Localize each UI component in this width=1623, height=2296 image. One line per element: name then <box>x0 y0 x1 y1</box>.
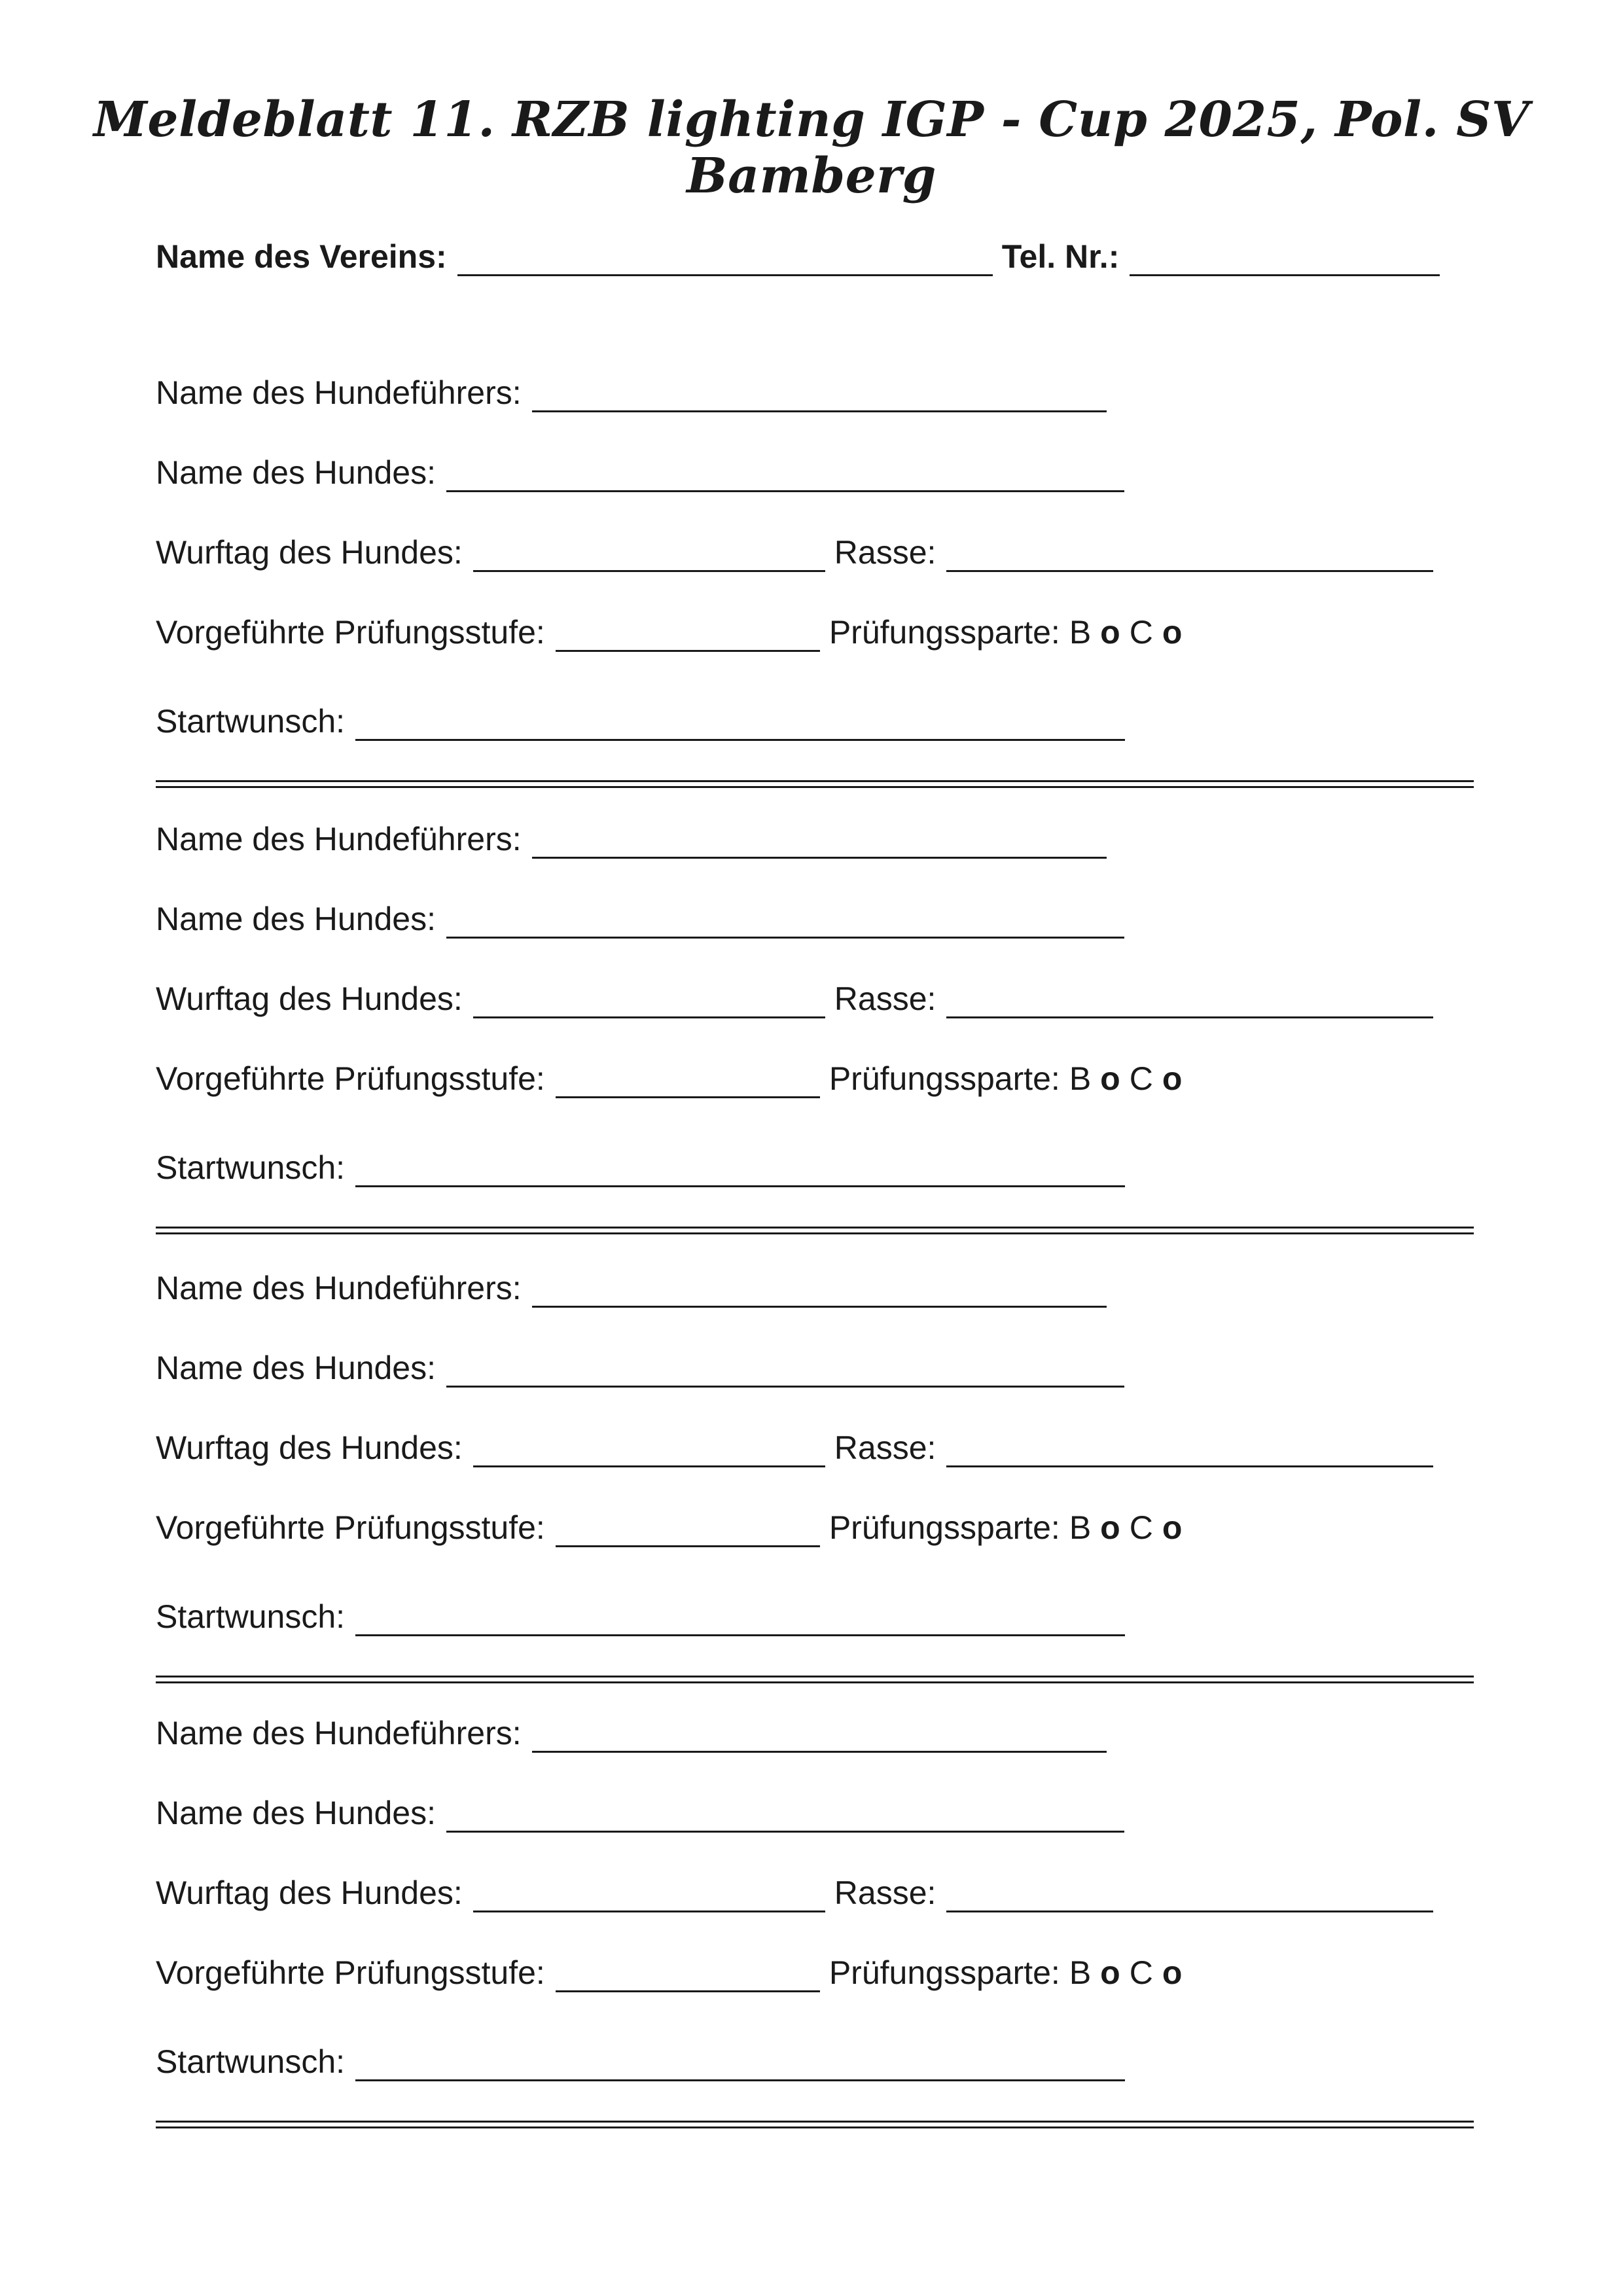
handler-name-label: Name des Hundeführers: <box>156 821 522 857</box>
dog-name-field[interactable] <box>446 1798 1124 1833</box>
birthdate-breed-row <box>156 973 1433 1018</box>
option-b-label: B <box>1069 614 1092 651</box>
exam-division-label: Prüfungssparte: <box>829 1060 1060 1097</box>
dog-row <box>156 1342 1124 1388</box>
dog-row <box>156 446 1124 492</box>
birthdate-breed-row <box>156 1422 1433 1467</box>
start-wish-field[interactable] <box>355 706 1125 741</box>
handler-name-label: Name des Hundeführers: <box>156 374 522 411</box>
breed-field[interactable] <box>946 984 1433 1018</box>
birthdate-field[interactable] <box>473 1878 825 1912</box>
breed-field[interactable] <box>946 1878 1433 1912</box>
exam-level-field[interactable] <box>556 1064 820 1098</box>
exam-division-label: Prüfungssparte: <box>829 614 1060 651</box>
handler-name-field[interactable] <box>532 1273 1107 1308</box>
exam-level-field[interactable] <box>556 1958 820 1992</box>
start-wish-field[interactable] <box>355 2047 1125 2081</box>
dog-row <box>156 893 1124 939</box>
birthdate-field[interactable] <box>473 984 825 1018</box>
exam-level-label: Vorgeführte Prüfungsstufe: <box>156 1954 545 1991</box>
exam-row <box>156 1946 1182 1992</box>
start-wish-row <box>156 1141 1125 1187</box>
page-title: Meldeblatt 11. RZB lighting IGP - Cup 2025, Pol. SV Bamberg <box>94 92 1529 204</box>
start-wish-field[interactable] <box>355 1153 1125 1187</box>
handler-row <box>156 1707 1107 1753</box>
handler-name-field[interactable] <box>532 1718 1107 1753</box>
start-wish-row <box>156 1590 1125 1636</box>
breed-label: Rasse: <box>834 1874 936 1911</box>
exam-level-label: Vorgeführte Prüfungsstufe: <box>156 1060 545 1097</box>
option-c-checkbox[interactable]: o <box>1162 614 1183 651</box>
handler-row <box>156 1262 1107 1308</box>
start-wish-label: Startwunsch: <box>156 1598 346 1635</box>
handler-row <box>156 813 1107 859</box>
dog-name-label: Name des Hundes: <box>156 1350 437 1386</box>
double-separator <box>156 1676 1474 1683</box>
dog-name-label: Name des Hundes: <box>156 1795 437 1831</box>
handler-name-field[interactable] <box>532 824 1107 859</box>
dog-name-field[interactable] <box>446 1353 1124 1388</box>
birthdate-field[interactable] <box>473 1433 825 1467</box>
exam-level-field[interactable] <box>556 1513 820 1547</box>
option-b-label: B <box>1069 1060 1092 1097</box>
club-row <box>156 230 1440 276</box>
option-b-checkbox[interactable]: o <box>1100 614 1120 651</box>
birthdate-label: Wurftag des Hundes: <box>156 1874 463 1911</box>
birthdate-breed-row <box>156 526 1433 572</box>
exam-row <box>156 1501 1182 1547</box>
birthdate-label: Wurftag des Hundes: <box>156 980 463 1017</box>
double-separator <box>156 2121 1474 2128</box>
birthdate-label: Wurftag des Hundes: <box>156 1429 463 1466</box>
start-wish-row <box>156 2036 1125 2081</box>
option-b-checkbox[interactable]: o <box>1100 1954 1120 1991</box>
breed-label: Rasse: <box>834 1429 936 1466</box>
breed-field[interactable] <box>946 537 1433 572</box>
exam-level-field[interactable] <box>556 617 820 652</box>
birthdate-label: Wurftag des Hundes: <box>156 534 463 571</box>
dog-name-label: Name des Hundes: <box>156 454 437 491</box>
option-b-checkbox[interactable]: o <box>1100 1509 1120 1546</box>
exam-division-label: Prüfungssparte: <box>829 1509 1060 1546</box>
club-name-label: Name des Vereins: <box>156 238 447 275</box>
breed-label: Rasse: <box>834 534 936 571</box>
phone-label: Tel. Nr.: <box>1001 238 1120 275</box>
handler-row <box>156 367 1107 412</box>
breed-field[interactable] <box>946 1433 1433 1467</box>
start-wish-row <box>156 695 1125 741</box>
phone-field[interactable] <box>1130 242 1440 276</box>
option-c-label: C <box>1129 1509 1153 1546</box>
start-wish-label: Startwunsch: <box>156 1149 346 1186</box>
birthdate-breed-row <box>156 1867 1433 1912</box>
option-c-label: C <box>1129 1954 1153 1991</box>
option-c-checkbox[interactable]: o <box>1162 1954 1183 1991</box>
dog-name-field[interactable] <box>446 457 1124 492</box>
start-wish-label: Startwunsch: <box>156 703 346 740</box>
start-wish-label: Startwunsch: <box>156 2043 346 2080</box>
exam-level-label: Vorgeführte Prüfungsstufe: <box>156 614 545 651</box>
handler-name-label: Name des Hundeführers: <box>156 1715 522 1751</box>
option-b-label: B <box>1069 1509 1092 1546</box>
option-c-label: C <box>1129 614 1153 651</box>
birthdate-field[interactable] <box>473 537 825 572</box>
exam-division-label: Prüfungssparte: <box>829 1954 1060 1991</box>
option-c-checkbox[interactable]: o <box>1162 1060 1183 1097</box>
exam-row <box>156 1052 1182 1098</box>
dog-name-label: Name des Hundes: <box>156 901 437 937</box>
option-c-checkbox[interactable]: o <box>1162 1509 1183 1546</box>
breed-label: Rasse: <box>834 980 936 1017</box>
start-wish-field[interactable] <box>355 1602 1125 1636</box>
double-separator <box>156 780 1474 788</box>
exam-row <box>156 606 1182 652</box>
exam-level-label: Vorgeführte Prüfungsstufe: <box>156 1509 545 1546</box>
option-b-checkbox[interactable]: o <box>1100 1060 1120 1097</box>
club-name-field[interactable] <box>457 242 993 276</box>
option-b-label: B <box>1069 1954 1092 1991</box>
dog-row <box>156 1787 1124 1833</box>
dog-name-field[interactable] <box>446 904 1124 939</box>
double-separator <box>156 1227 1474 1234</box>
option-c-label: C <box>1129 1060 1153 1097</box>
handler-name-label: Name des Hundeführers: <box>156 1270 522 1306</box>
handler-name-field[interactable] <box>532 378 1107 412</box>
